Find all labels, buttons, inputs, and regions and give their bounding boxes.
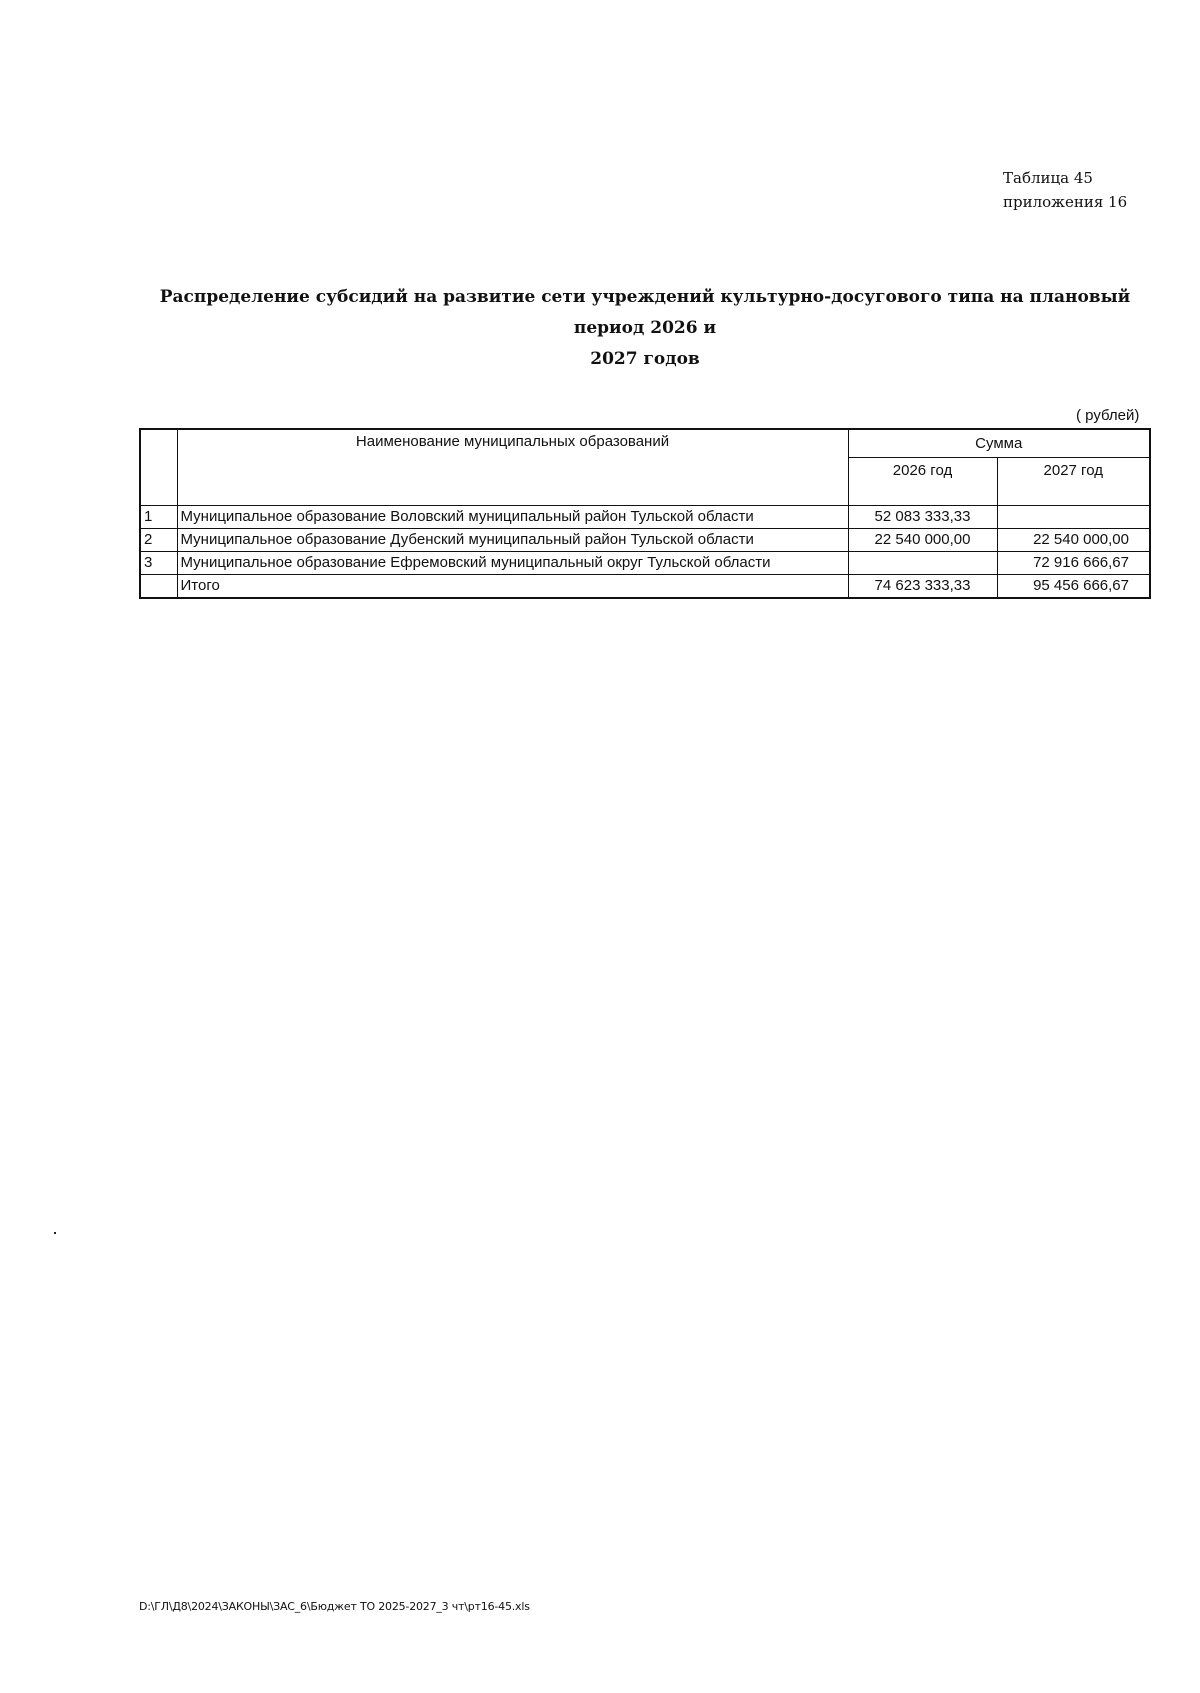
total-value-2027: 95 456 666,67 [997, 575, 1150, 599]
row-number: 2 [140, 529, 177, 552]
header-year-2026: 2026 год [848, 458, 997, 506]
header-sum-cell: Сумма [848, 429, 1150, 458]
row-value-2027 [997, 506, 1150, 529]
header-name-cell: Наименование муниципальных образований [177, 429, 848, 506]
row-name: Муниципальное образование Ефремовский муниципальный округ Тульской области [177, 552, 848, 575]
table-row [140, 552, 1150, 575]
total-label: Итого [177, 575, 848, 599]
table-header-row [140, 429, 1150, 458]
document-title [150, 282, 1140, 375]
total-value-2026: 74 623 333,33 [848, 575, 997, 599]
total-number [140, 575, 177, 599]
table-row [140, 529, 1150, 552]
header-number-cell [140, 429, 177, 506]
row-value-2027: 72 916 666,67 [997, 552, 1150, 575]
header-year-2027: 2027 год [997, 458, 1150, 506]
reference-appendix: приложения 16 [1003, 193, 1128, 211]
row-number: 1 [140, 506, 177, 529]
units-label: ( рублей) [1076, 407, 1140, 424]
row-name: Муниципальное образование Дубенский муниципальный район Тульской области [177, 529, 848, 552]
file-path-footer: D:\ГЛ\Д8\2024\ЗАКОНЫ\ЗАС_6\Бюджет ТО 2025-2027_3 чт\рт16-45.xls [139, 1600, 530, 1613]
scan-dot [54, 1232, 56, 1234]
table-row [140, 506, 1150, 529]
row-name: Муниципальное образование Воловский муниципальный район Тульской области [177, 506, 848, 529]
table-total-row [140, 575, 1150, 599]
row-value-2026 [848, 552, 997, 575]
subsidy-table [139, 428, 1151, 599]
row-value-2027: 22 540 000,00 [997, 529, 1150, 552]
row-value-2026: 52 083 333,33 [848, 506, 997, 529]
row-number: 3 [140, 552, 177, 575]
table-reference [1003, 166, 1127, 214]
row-value-2026: 22 540 000,00 [848, 529, 997, 552]
reference-table-number: Таблица 45 [1003, 169, 1093, 187]
title-line-2: 2027 годов [590, 349, 700, 369]
title-line-1: Распределение субсидий на развитие сети учреждений культурно-досугового типа на плановый период 2026 и [159, 287, 1131, 338]
